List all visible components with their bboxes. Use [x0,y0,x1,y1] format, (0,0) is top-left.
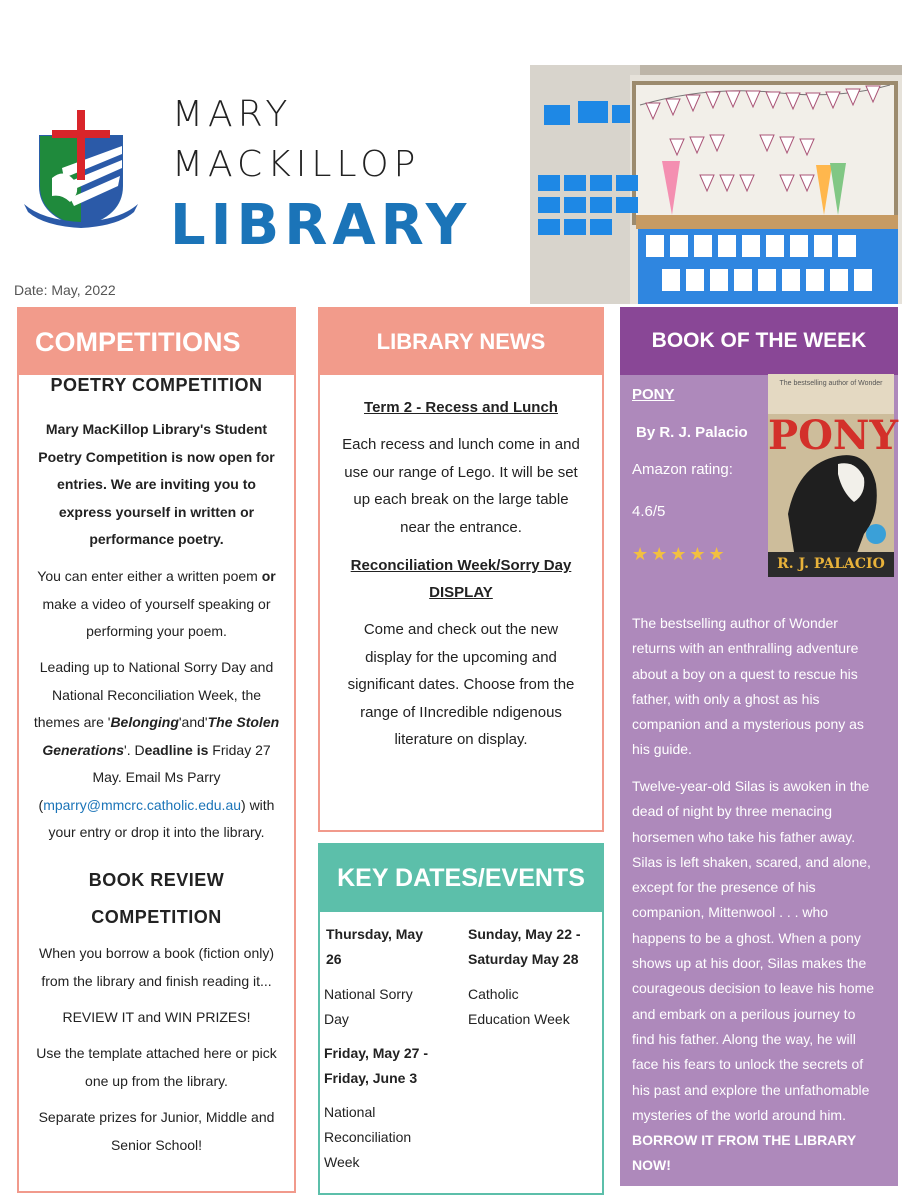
news-subheading-recess: Term 2 - Recess and Lunch [364,399,558,416]
rating-stars-icon: ★★★★★ [632,544,728,564]
poetry-competition-title: POETRY COMPETITION [50,375,263,395]
book-review-info: When you borrow a book (fiction only) from the library and finish reading it... [39,945,274,989]
issue-date: Date: May, 2022 [14,282,116,298]
book-description-intro: The bestselling author of Wonder returns with an enthralling adventure about a boy on a quest to rescue his father, with only a ghost as his companion and a mysterious pony as his guide. [632,615,864,758]
book-cover-art [768,374,899,577]
book-review-title: BOOK REVIEW COMPETITION [88,870,225,927]
book-of-week-heading: BOOK OF THE WEEK [620,307,898,375]
masthead-title-line-3: LIBRARY [170,193,472,258]
key-date-sorry-day-event: National Sorry Day [324,986,413,1027]
library-news-heading: LIBRARY NEWS [318,307,604,375]
cover-author: R. J. PALACIO [777,556,885,572]
review-template-info: Use the template attached here or pick one up from the library. [36,1045,277,1089]
masthead-title-line-1: MARY [172,94,293,135]
review-prize-line: REVIEW IT and WIN PRIZES! [62,1009,251,1025]
cover-title: PONY [768,412,899,459]
competitions-heading: COMPETITIONS [17,307,296,375]
key-date-reconciliation-date: Friday, May 27 - Friday, June 3 [324,1045,429,1086]
news-display-text: Come and check out the new display for the upcoming and significant dates. Choose from the range of IIncredible ndigenous literature on display. [347,621,575,748]
news-subheading-reconciliation: Reconciliation Week/Sorry Day DISPLAY [350,557,572,601]
review-prizes-info: Separate prizes for Junior, Middle and Senior School! [38,1109,275,1153]
book-title: PONY [632,386,675,403]
email-link[interactable]: mparry@mmcrc.catholic.edu.au [43,796,242,813]
key-date-sorry-day-date: Thursday, May 26 [326,926,423,967]
book-author: By R. J. Palacio [636,424,748,441]
poetry-intro: Mary MacKillop Library's Student Poetry Competition is now open for entries. We are inviting you to express yourself in written or performance poetry. [38,421,275,547]
library-display-photo [530,65,902,304]
poetry-entry-info: You can enter either a written poem or make a video of yourself speaking or performing your poem. [37,568,276,639]
book-description-synopsis: Twelve-year-old Silas is awoken in the dead of night by three menacing horsemen who take his father away. Silas is left shaken, scared, and alone, except for the presence of his companion, Mittenwool . . . who happens to be a ghost. When a pony shows up at his door, Silas makes the courageous decision to leave his home and embark on a perilous journey to find his father. Along the way, he will face his fears to unlock the secrets of his past and explore the unfathomable mysteries of the world around him. BORROW IT FROM THE LIBRARY NOW! [632,774,890,1179]
key-dates-heading: KEY DATES/EVENTS [318,843,604,912]
school-crest-logo [22,108,140,230]
book-cover-image [768,374,899,577]
key-date-catholic-week-date: Sunday, May 22 - Saturday May 28 [468,926,581,967]
news-recess-text: Each recess and lunch come in and use our range of Lego. It will be set up each break on the large table near the entrance. [342,436,580,536]
key-date-catholic-week-event: Catholic Education Week [468,986,570,1027]
poetry-themes-info: Leading up to National Sorry Day and National Reconciliation Week, the themes are 'Belonging'and'The Stolen Generations'. Deadline is Friday 27 May. Email Ms Parry (mparry@mmcrc.catholic.edu.au) with your entry or drop it into the library. [33,659,280,840]
key-date-reconciliation-event: National Reconciliation Week [324,1104,412,1170]
rating-label: Amazon rating: [632,461,733,478]
masthead-title-line-2: MACKILLOP [172,144,421,185]
cover-tagline: The bestselling author of Wonder [779,380,883,387]
rating-value: 4.6/5 [632,503,666,520]
borrow-call-to-action: BORROW IT FROM THE LIBRARY NOW! [632,1132,857,1174]
